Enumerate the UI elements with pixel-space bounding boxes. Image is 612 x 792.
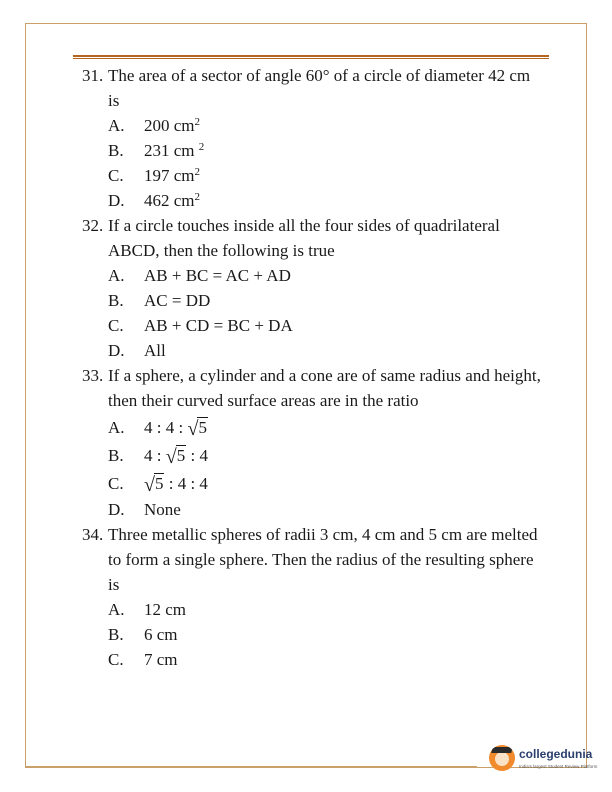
question-32 [82,213,542,363]
option-d: D. 462 $cm^2$ [108,191,201,210]
mascot-icon [489,745,515,771]
footer-rule [25,766,477,767]
logo-tagline: India's largest Student Review Platform [519,764,598,769]
question-list [82,63,542,672]
question-34 [82,522,542,672]
square-root: √5 [165,446,186,468]
question-text: If a circle touches inside all the four sides of quadrilateral ABCD, then the following is true [108,216,500,260]
logo-name: collegedunia [519,747,593,761]
question-number: 33. [82,366,104,385]
option-a: A. AB + BC = AC + AD [108,266,291,285]
question-text: Three metallic spheres of radii 3 cm, 4 cm and 5 cm are melted to form a single sphere. Then the radius of the resulting sphere is [108,525,538,594]
option-c: C. 7 cm [108,650,178,669]
square-root: √5 [144,474,164,496]
option-d: D. None [108,500,181,519]
square-root: √5 [187,418,207,440]
option-a: A. 200 $cm^2$ [108,116,201,135]
question-number: 34. [82,525,104,544]
question-33 [82,363,542,522]
option-c: C. AB + CD = BC + DA [108,316,293,335]
header-rule [73,55,549,59]
question-31 [82,63,542,213]
question-number: 32. [82,216,104,235]
collegedunia-logo [489,745,609,779]
option-b: B. 4 : √5 : 4 [82,441,542,469]
question-text: The area of a sector of angle 60° of a circle of diameter 42 cm is [108,66,531,110]
option-c: C. √5 : 4 : 4 [82,469,542,497]
option-a: A. 4 : 4 : √5 [82,413,542,441]
option-d: D. All [108,341,166,360]
option-c: C. 197 $cm^2$ [108,166,201,185]
option-b: B. AC = DD [108,291,211,310]
option-a: A. 12 cm [108,600,187,619]
question-text: If a sphere, a cylinder and a cone are of same radius and height, then their curved surface areas are in the ratio [108,366,541,410]
option-b: B. 231 cm $^2$ [108,141,205,160]
option-b: B. 6 cm [108,625,178,644]
question-number: 31. [82,66,104,85]
